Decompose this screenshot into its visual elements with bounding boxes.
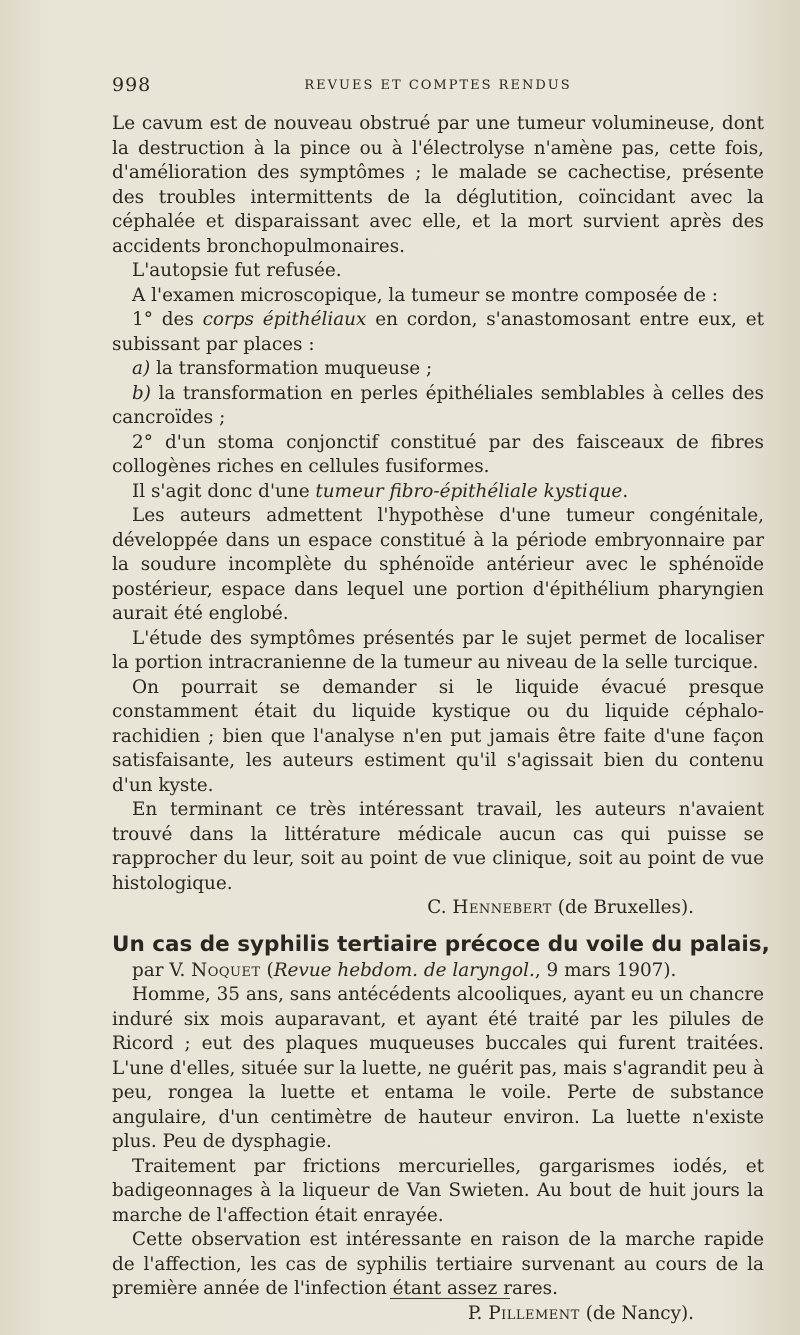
emphasis: corps épithéliaux <box>202 309 367 330</box>
byline-author: Noquet <box>191 959 261 981</box>
paragraph: L'étude des symptômes présentés par le sujet permet de localiser la portion intracranienne de la tumeur au niveau de la selle turcique. <box>112 627 764 673</box>
text-run: la transformation en perles épithéliales semblables à celles des cancroïdes ; <box>112 382 764 428</box>
signature-initial: P. <box>467 1302 489 1324</box>
signature-name: Pillement <box>488 1302 580 1324</box>
paragraph <box>112 308 764 357</box>
text-run: . <box>622 480 629 502</box>
text-run: par V. <box>132 959 192 981</box>
text-run: 1° des <box>132 309 203 330</box>
signature-name: Hennebert <box>452 897 552 918</box>
paragraph <box>112 480 764 505</box>
signature-initial: C. <box>427 897 453 918</box>
paragraph <box>112 382 764 431</box>
text-run: ( <box>260 959 274 981</box>
paragraph: A l'examen microscopique, la tumeur se montre composée de : <box>132 284 719 306</box>
emphasis: tumeur fibro-épithéliale kystique <box>315 480 623 502</box>
text-run: en cordon, s'anastomosant entre eux, et subissant par places : <box>112 309 764 355</box>
paragraph <box>112 357 764 382</box>
text-run: En terminant ce très intéressant travail, les auteurs n'avaient trouvé dans la littérature médicale aucun cas qui puisse se rapprocher du leur, soit au point de vue clinique, soit au point de vue histologique. <box>112 799 764 894</box>
page-number: 998 <box>112 74 152 96</box>
article-title: Un cas de syphilis tertiaire précoce du voile du palais, <box>112 931 770 957</box>
paragraph: Les auteurs admettent l'hypothèse d'une tumeur congénitale, développée dans un espace constitué à la période embryonnaire par la soudure incomplète du sphénoïde antérieur avec le sphénoïde postérieur, espace dans lequel une portion d'épithélium pharyngien aurait été englobé. <box>112 505 764 624</box>
signature <box>112 1302 764 1327</box>
byline <box>112 959 764 984</box>
paragraph: 2° d'un stoma conjonctif constitué par des faisceaux de fibres collogènes riches en cellules fusiformes. <box>112 431 764 477</box>
paragraph: Cette observation est intéressante en raison de la marche rapide de l'affection, les cas de syphilis tertiaire survenant au cours de la première année de l'infection étant assez rares. <box>112 1229 764 1299</box>
review-2 <box>112 931 770 1327</box>
text-run: , 9 mars 1907). <box>534 959 677 981</box>
list-label: b) <box>132 382 151 404</box>
review-1 <box>112 112 764 921</box>
paragraph: Le cavum est de nouveau obstrué par une tumeur volumineuse, dont la destruction à la pince ou à l'électrolyse n'amène pas, cette fois, d'amélioration des symptômes ; le malade se cachectise, présente des troubles intermittents de la déglutition, coïncidant avec la céphalée et disparaissant avec elle, et la mort survient après des accidents bronchopulmonaires. <box>112 113 764 257</box>
paragraph: Homme, 35 ans, sans antécédents alcooliques, ayant eu un chancre induré six mois auparavant, et ayant été traité par les pilules de Ricord ; eut des plaques muqueuses buccales qui furent traitées. L'une d'elles, située sur la luette, ne guérit pas, mais s'agrandit peu à peu, rongea la luette et entama le voile. Perte de substance angulaire, d'un centimètre de hauteur environ. La luette n'existe plus. Peu de dysphagie. <box>112 984 764 1152</box>
signature-place: (de Nancy). <box>579 1302 694 1324</box>
page-header <box>112 74 764 98</box>
running-head: REVUES ET COMPTES RENDUS <box>304 78 572 93</box>
page-body <box>112 112 770 1326</box>
list-label: a) <box>132 358 151 379</box>
journal-title: Revue hebdom. de laryngol. <box>273 959 535 981</box>
paragraph: L'autopsie fut refusée. <box>132 260 342 281</box>
text-run: la transformation muqueuse ; <box>150 358 433 379</box>
paragraph: On pourrait se demander si le liquide évacué presque constamment était du liquide kystique ou du liquide céphalo-rachidien ; bien que l'analyse n'en put jamais être faite d'une façon satisfaisante, les auteurs estiment qu'il s'agissait bien du contenu d'un kyste. <box>112 676 764 796</box>
signature <box>112 896 764 921</box>
signature-place: (de Bruxelles). <box>551 897 694 918</box>
end-rule <box>390 1298 510 1299</box>
paragraph <box>112 798 764 896</box>
text-run: Il s'agit donc d'une <box>132 480 316 502</box>
paragraph: Traitement par frictions mercurielles, gargarismes iodés, et badigeonnages à la liqueur de Van Swieten. Au bout de huit jours la marche de l'affection était enrayée. <box>112 1155 764 1226</box>
